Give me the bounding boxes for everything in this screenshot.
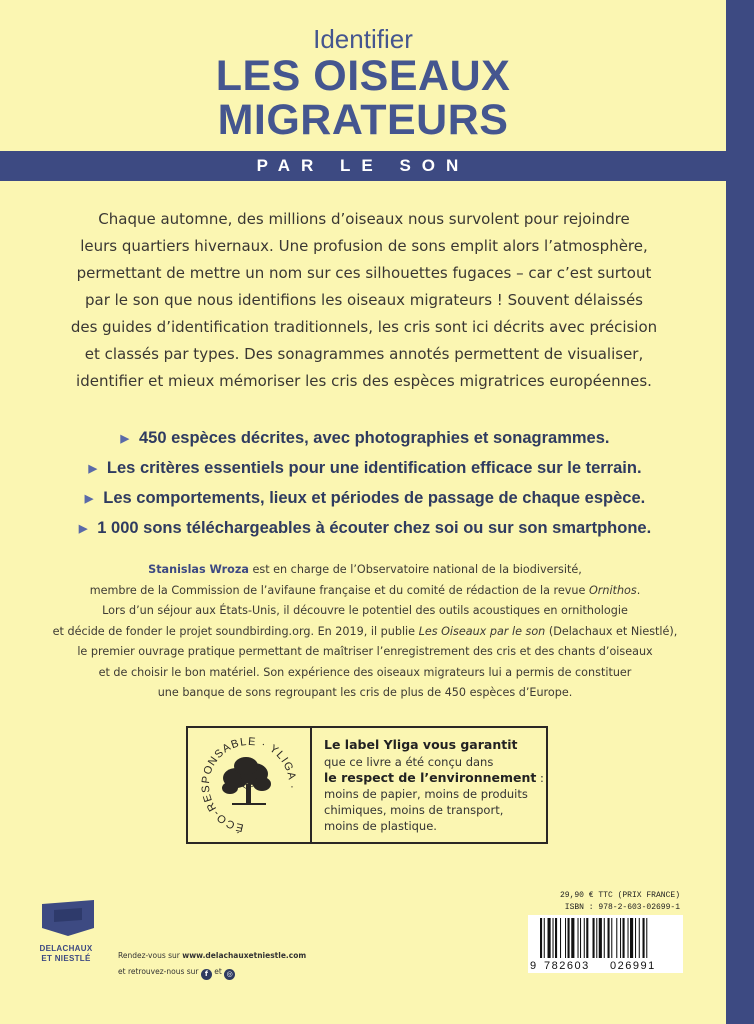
- label-line: moins de plastique.: [324, 819, 437, 833]
- barcode-bar: [596, 918, 597, 958]
- label-headline: Le label Yliga vous garantit: [324, 737, 518, 752]
- facebook-icon[interactable]: f: [201, 969, 212, 980]
- bio-text: le premier ouvrage pratique permettant de maîtriser l’enregistrement des cris et des chants d’oiseaux: [77, 645, 653, 658]
- barcode-bar: [571, 918, 574, 958]
- barcode-bar: [620, 918, 621, 958]
- intro-line: Chaque automne, des millions d’oiseaux nous survolent pour rejoindre: [98, 210, 630, 228]
- bio-text: (Delachaux et Niestlé),: [545, 624, 678, 638]
- bio-text: Lors d’un séjour aux États-Unis, il découvre le potentiel des outils acoustiques en ornithologie: [102, 604, 628, 617]
- cover-header: [0, 24, 726, 142]
- isbn-text: ISBN : 978-2-603-02699-1: [564, 903, 680, 912]
- barcode: [528, 915, 683, 973]
- barcode-bar: [608, 918, 610, 958]
- title-line-1: LES OISEAUX: [215, 52, 511, 100]
- barcode-bar: [580, 918, 581, 958]
- bio-text: une banque de sons regroupant les cris de plus de 450 espèces d’Europe.: [157, 686, 573, 699]
- eco-label-box: [186, 726, 548, 844]
- intro-paragraph: [44, 206, 684, 395]
- feature-text: Les comportements, lieux et périodes de passage de chaque espèce.: [103, 489, 646, 507]
- feature-item: [40, 514, 690, 544]
- barcode-bar: [553, 918, 554, 958]
- intro-line: identifier et mieux mémoriser les cris des espèces migratrices européennes.: [76, 372, 652, 390]
- tree-icon: [222, 757, 271, 805]
- book-spine-edge: [726, 0, 754, 1024]
- barcode-bars: [540, 918, 647, 958]
- intro-line: par le son que nous identifions les oiseaux migrateurs ! Souvent délaissés: [84, 291, 643, 309]
- barcode-bar: [635, 918, 636, 958]
- intro-line: permettant de mettre un nom sur ces silhouettes fugaces – car c’est surtout: [76, 264, 652, 282]
- label-line: que ce livre a été conçu dans: [324, 755, 494, 769]
- intro-line: et classés par types. Des sonagrammes annotés permettent de visualiser,: [84, 345, 644, 363]
- label-line: moins de papier, moins de produits: [324, 787, 528, 801]
- feature-text: Les critères essentiels pour une identification efficace sur le terrain.: [106, 459, 642, 477]
- feature-item: [40, 484, 690, 514]
- price-text: 29,90 € TTC (PRIX FRANCE): [559, 891, 680, 900]
- feature-list: [40, 424, 690, 544]
- eco-label-text: [312, 728, 544, 842]
- barcode-bar: [599, 918, 602, 958]
- barcode-bar: [584, 918, 585, 958]
- barcode-bar: [565, 918, 566, 958]
- arrow-bullet-icon: ▶: [78, 523, 88, 535]
- bio-text: est en charge de l’Observatoire national de la biodiversité,: [248, 563, 582, 576]
- barcode-bar: [604, 918, 605, 958]
- barcode-bar: [586, 918, 588, 958]
- author-bio: [40, 560, 690, 704]
- feature-text: 450 espèces décrites, avec photographies et sonagrammes.: [139, 429, 610, 447]
- barcode-bar: [630, 918, 633, 958]
- barcode-digits-right: 026991: [610, 960, 656, 972]
- intro-line: leurs quartiers hivernaux. Une profusion de sons emplit alors l’atmosphère,: [80, 237, 648, 255]
- label-colon: :: [536, 771, 544, 785]
- bio-text: et décide de fonder le projet soundbirding.org. En 2019, il publie: [52, 624, 419, 638]
- barcode-bar: [643, 918, 645, 958]
- barcode-bar: [623, 918, 625, 958]
- journal-title: Ornithos: [588, 583, 637, 597]
- instagram-icon[interactable]: ◎: [224, 969, 235, 980]
- publisher-logo: [40, 900, 96, 946]
- bio-text: membre de la Commission de l’avifaune française et du comité de rédaction de la revue: [89, 583, 589, 597]
- publisher-links: [118, 948, 306, 980]
- bio-text: et de choisir le bon matériel. Son expérience des oiseaux migrateurs lui a permis de constituer: [98, 665, 632, 679]
- barcode-bar: [616, 918, 617, 958]
- barcode-digit-first: 9: [530, 960, 537, 972]
- bio-text: .: [636, 583, 641, 597]
- barcode-bar: [555, 918, 557, 958]
- intro-line: des guides d’identification traditionnels, les cris sont ici décrits avec précision: [70, 318, 658, 336]
- price-block: [552, 890, 680, 914]
- author-name: Stanislas Wroza: [148, 563, 249, 576]
- yliga-logo: [188, 728, 312, 842]
- arrow-bullet-icon: ▶: [120, 433, 129, 445]
- label-line: chimiques, moins de transport,: [324, 803, 504, 817]
- barcode-bar: [568, 918, 570, 958]
- publisher-name: [36, 944, 96, 964]
- barcode-bar: [548, 918, 551, 958]
- visit-text: Rendez-vous sur: [118, 951, 183, 960]
- arrow-bullet-icon: ▶: [88, 463, 97, 475]
- feature-text: 1 000 sons téléchargeables à écouter chez soi ou sur son smartphone.: [97, 519, 652, 537]
- follow-text: et retrouvez-nous sur: [118, 967, 201, 976]
- label-emphasis: le respect de l’environnement: [324, 770, 537, 785]
- title-kicker: Identifier: [313, 24, 413, 54]
- barcode-bar: [593, 918, 595, 958]
- barcode-bar: [544, 918, 545, 958]
- barcode-bar: [639, 918, 640, 958]
- website-link[interactable]: www.delachauxetniestle.com: [182, 951, 307, 960]
- barcode-bar: [560, 918, 561, 958]
- barcode-bar: [540, 918, 542, 958]
- barcode-bar: [611, 918, 612, 958]
- barcode-bar: [578, 918, 579, 958]
- barcode-digits-left: 782603: [544, 960, 590, 972]
- title-line-2: MIGRATEURS: [217, 96, 509, 144]
- feature-item: [40, 454, 690, 484]
- barcode-bar: [646, 918, 647, 958]
- barcode-bar: [628, 918, 629, 958]
- publisher-name-line: DELACHAUX: [39, 944, 93, 953]
- follow-text: et: [211, 967, 225, 976]
- yliga-ring-text: ÉCO-RESPONSABLE · YLIGA ·: [199, 735, 299, 834]
- publisher-name-line: ET NIESTLÉ: [41, 954, 91, 963]
- book-title: Les Oiseaux par le son: [418, 624, 546, 638]
- subtitle-band: PAR LE SON: [0, 151, 726, 181]
- arrow-bullet-icon: ▶: [84, 493, 94, 505]
- feature-item: [40, 424, 690, 454]
